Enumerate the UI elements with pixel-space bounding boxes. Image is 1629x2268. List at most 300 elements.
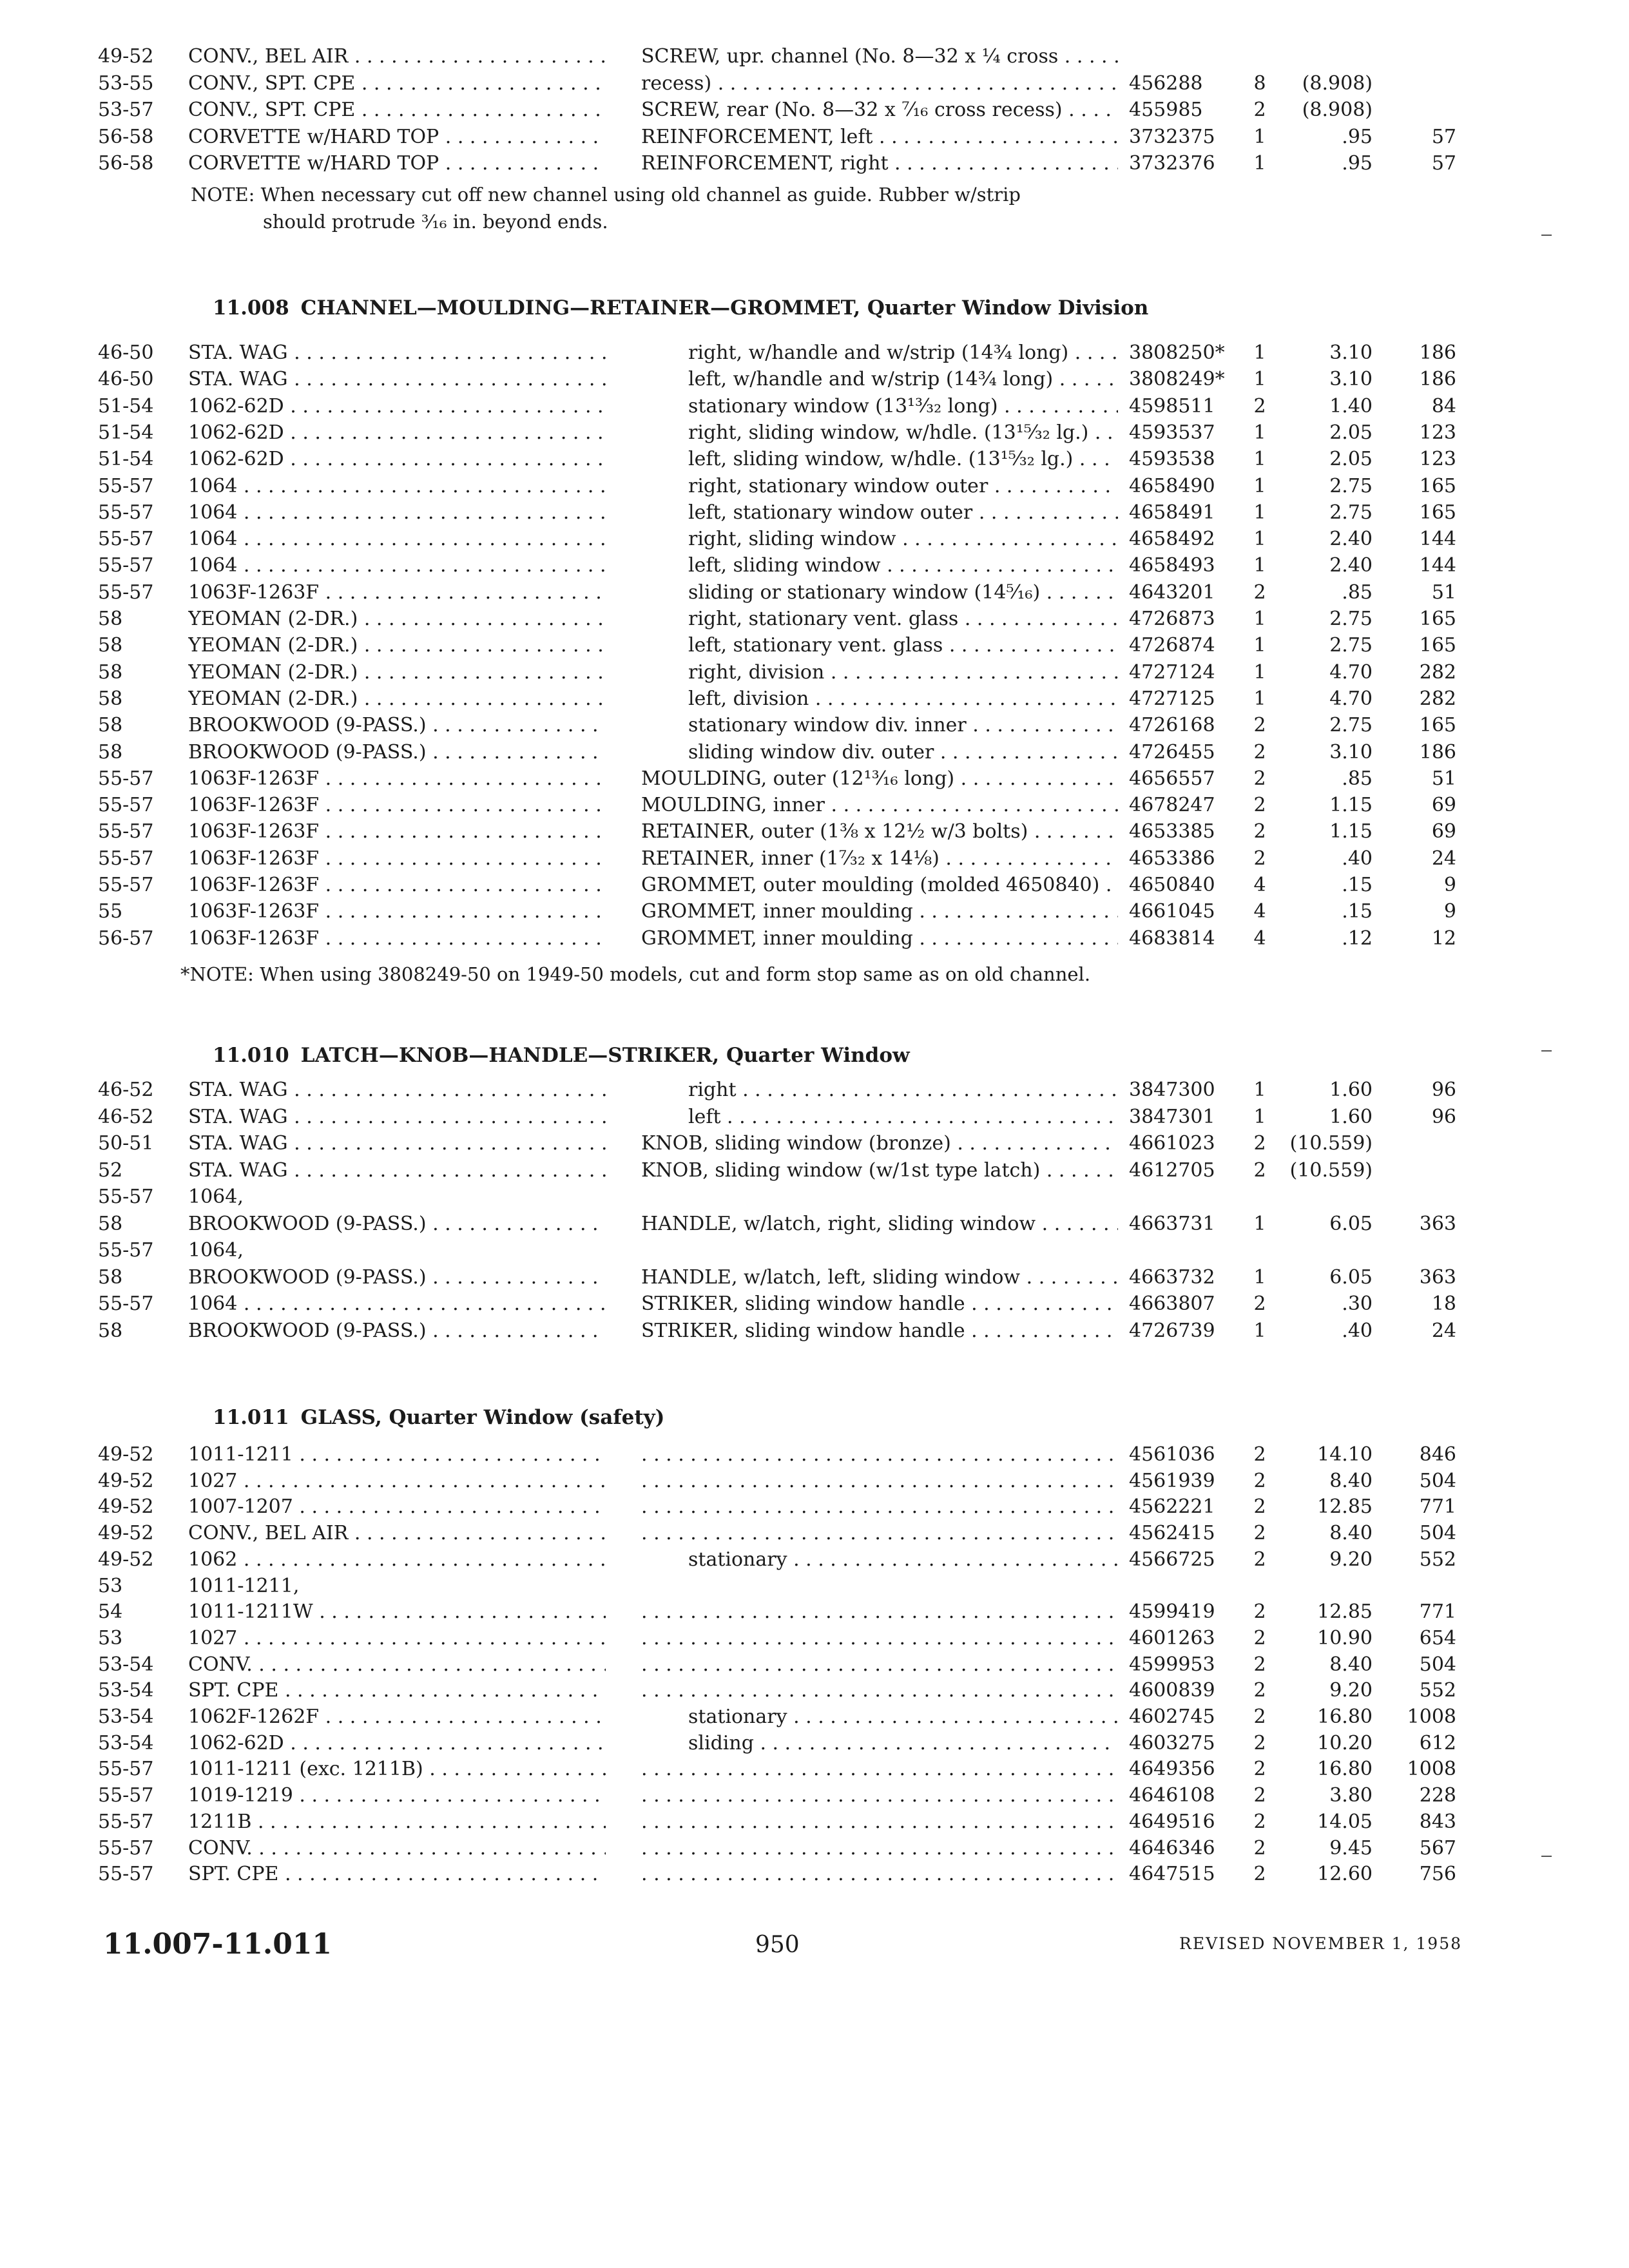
price-cell: 3.80: [1329, 1784, 1373, 1807]
year-range-cell: 52: [98, 1158, 123, 1182]
quantity-cell: 1: [1253, 1079, 1266, 1101]
description-cell: [641, 1783, 1118, 1809]
price-cell: 2.05: [1329, 448, 1373, 471]
table-row: [0, 819, 1629, 845]
table-row: [0, 926, 1629, 952]
model-cell: 1063F-1263F . . .: [188, 899, 606, 925]
model-cell: 1011-1211,: [188, 1574, 300, 1597]
table-row: [0, 71, 1629, 97]
quantity-cell: 1: [1253, 368, 1266, 391]
price-cell: .12: [1342, 927, 1373, 950]
part-number-cell: 4600839: [1129, 1679, 1215, 1702]
description-cell: HANDLE, w/latch, left, sliding window . . .: [641, 1265, 1118, 1291]
year-range-cell: 56-58: [98, 125, 154, 148]
part-number-cell: 4658490: [1129, 474, 1215, 497]
part-number-cell: 4647515: [1129, 1863, 1215, 1886]
group-cell: 165: [1419, 608, 1456, 630]
year-range-cell: 55-57: [98, 820, 154, 843]
model-cell: 1063F-1263F . . .: [188, 793, 606, 818]
model-cell: 1027 . . .: [188, 1626, 606, 1651]
model-cell: YEOMAN (2-DR.) . . .: [188, 660, 606, 686]
group-cell: 771: [1419, 1495, 1456, 1519]
quantity-cell: 2: [1253, 767, 1266, 790]
part-number-cell: 4599953: [1129, 1653, 1215, 1676]
year-range-cell: 53-54: [98, 1706, 154, 1728]
description-cell: [641, 1652, 1118, 1678]
part-number-cell: 4726873: [1129, 608, 1215, 630]
part-number-cell: 4649356: [1129, 1758, 1215, 1781]
description-cell: [641, 1442, 1118, 1468]
price-cell: 12.60: [1317, 1863, 1373, 1886]
quantity-cell: 2: [1253, 740, 1266, 764]
quantity-cell: 2: [1253, 1600, 1266, 1624]
quantity-cell: 1: [1253, 634, 1266, 657]
model-cell: YEOMAN (2-DR.) . . .: [188, 633, 606, 658]
price-cell: 2.75: [1329, 608, 1373, 630]
table-row: [0, 660, 1629, 686]
year-range-cell: 46-52: [98, 1079, 154, 1101]
footer-section-range: 11.007-11.011: [103, 1928, 333, 1961]
year-range-cell: 46-52: [98, 1105, 154, 1128]
description-cell: left, stationary vent. glass . . .: [688, 633, 1118, 658]
table-row: [0, 1836, 1629, 1861]
price-cell: 14.05: [1317, 1810, 1373, 1833]
group-cell: 282: [1419, 660, 1456, 684]
group-cell: 186: [1419, 368, 1456, 391]
table-row: [0, 872, 1629, 898]
group-cell: 654: [1419, 1626, 1456, 1649]
footer-revised-date: REVISED NOVEMBER 1, 1958: [1179, 1934, 1463, 1953]
table-row: [0, 474, 1629, 499]
quantity-cell: 1: [1253, 501, 1266, 524]
year-range-cell: 55-57: [98, 847, 154, 870]
model-cell: CONV., SPT. CPE . . .: [188, 97, 606, 123]
quantity-cell: 2: [1253, 1522, 1266, 1545]
model-cell: 1064 . . .: [188, 474, 606, 499]
year-range-cell: 53: [98, 1626, 123, 1649]
group-cell: 165: [1419, 474, 1456, 497]
model-cell: 1062F-1262F . . .: [188, 1704, 606, 1730]
group-cell: 144: [1419, 554, 1456, 577]
description-cell: sliding . . .: [688, 1731, 1118, 1756]
description-cell: [641, 1521, 1118, 1546]
table-row: [0, 1731, 1629, 1756]
table-row: [0, 500, 1629, 526]
description-cell: left . . .: [688, 1104, 1118, 1130]
price-cell: 16.80: [1317, 1706, 1373, 1728]
quantity-cell: 1: [1253, 421, 1266, 444]
group-cell: 612: [1419, 1731, 1456, 1754]
table-row: [0, 1626, 1629, 1651]
quantity-cell: 2: [1253, 1836, 1266, 1860]
year-range-cell: 55-57: [98, 767, 154, 790]
part-number-cell: 3847300: [1129, 1079, 1215, 1101]
year-range-cell: 54: [98, 1600, 123, 1624]
group-cell: 228: [1419, 1784, 1456, 1807]
part-number-cell: 3808250*: [1129, 341, 1225, 364]
quantity-cell: 2: [1253, 794, 1266, 817]
year-range-cell: 58: [98, 714, 123, 737]
model-cell: BROOKWOOD (9-PASS.) . . .: [188, 713, 606, 738]
part-number-cell: 4726874: [1129, 634, 1215, 657]
part-number-cell: 4601263: [1129, 1626, 1215, 1649]
section-note-11-008: *NOTE: When using 3808249-50 on 1949-50 models, cut and form stop same as on old channel.: [180, 963, 1091, 985]
quantity-cell: 1: [1253, 608, 1266, 630]
quantity-cell: 2: [1253, 1132, 1266, 1155]
group-cell: 57: [1431, 152, 1456, 175]
group-cell: 165: [1419, 634, 1456, 657]
year-range-cell: 49-52: [98, 45, 154, 68]
group-cell: 24: [1431, 847, 1456, 870]
margin-tick: [1541, 235, 1552, 236]
table-row: [0, 1104, 1629, 1130]
price-cell: 1.15: [1329, 794, 1373, 817]
description-cell: [641, 1861, 1118, 1887]
year-range-cell: 53-55: [98, 72, 154, 95]
group-cell: 123: [1419, 448, 1456, 471]
model-cell: 1063F-1263F . . .: [188, 766, 606, 792]
model-cell: 1064,: [188, 1239, 244, 1262]
section-heading-11-008: [213, 296, 1148, 320]
description-cell: REINFORCEMENT, left . . .: [641, 124, 1118, 150]
model-cell: 1063F-1263F . . .: [188, 819, 606, 845]
group-cell: 1008: [1407, 1758, 1456, 1781]
group-cell: 567: [1419, 1836, 1456, 1860]
model-cell: 1064,: [188, 1186, 244, 1208]
quantity-cell: 4: [1253, 874, 1266, 896]
price-cell: 12.85: [1317, 1495, 1373, 1519]
year-range-cell: 58: [98, 1265, 123, 1289]
part-number-cell: 4658492: [1129, 528, 1215, 551]
group-cell: 282: [1419, 687, 1456, 710]
year-range-cell: 58: [98, 740, 123, 764]
year-range-cell: 51-54: [98, 421, 154, 444]
group-cell: 51: [1431, 581, 1456, 604]
group-cell: 144: [1419, 528, 1456, 551]
description-cell: STRIKER, sliding window handle . . .: [641, 1318, 1118, 1344]
model-cell: 1027 . . .: [188, 1468, 606, 1494]
price-cell: 9.20: [1329, 1548, 1373, 1571]
table-row: [0, 766, 1629, 792]
price-cell: .95: [1342, 152, 1373, 175]
model-cell: 1211B . . .: [188, 1809, 606, 1835]
part-number-cell: 4727124: [1129, 660, 1215, 684]
quantity-cell: 2: [1253, 1293, 1266, 1315]
quantity-cell: 1: [1253, 125, 1266, 148]
quantity-cell: 2: [1253, 1653, 1266, 1676]
group-cell: 504: [1419, 1469, 1456, 1492]
table-row: [0, 1442, 1629, 1468]
quantity-cell: 2: [1253, 1863, 1266, 1886]
description-cell: MOULDING, outer (12¹³⁄₁₆ long) . . .: [641, 766, 1118, 792]
description-cell: [641, 1599, 1118, 1625]
year-range-cell: 46-50: [98, 368, 154, 391]
model-cell: 1064 . . .: [188, 500, 606, 526]
part-number-cell: 4562221: [1129, 1495, 1215, 1519]
year-range-cell: 55-57: [98, 581, 154, 604]
table-row: [0, 340, 1629, 366]
table-row: [0, 1265, 1629, 1291]
model-cell: 1011-1211 . . .: [188, 1442, 606, 1468]
year-range-cell: 58: [98, 608, 123, 630]
price-cell: .85: [1342, 581, 1373, 604]
price-cell: 10.90: [1317, 1626, 1373, 1649]
part-number-cell: 4726739: [1129, 1319, 1215, 1342]
part-number-cell: 3732376: [1129, 152, 1215, 175]
part-number-cell: 4643201: [1129, 581, 1215, 604]
description-cell: [641, 1626, 1118, 1651]
model-cell: BROOKWOOD (9-PASS.) . . .: [188, 1318, 606, 1344]
part-number-cell: 3732375: [1129, 125, 1215, 148]
year-range-cell: 55-57: [98, 554, 154, 577]
group-cell: 9: [1443, 900, 1456, 923]
model-cell: 1007-1207 . . .: [188, 1494, 606, 1520]
quantity-cell: 2: [1253, 1731, 1266, 1754]
model-cell: CONV. . . .: [188, 1836, 606, 1861]
year-range-cell: 55-57: [98, 1239, 154, 1262]
price-cell: 3.10: [1329, 740, 1373, 764]
year-range-cell: 58: [98, 634, 123, 657]
table-row: [0, 151, 1629, 177]
quantity-cell: 2: [1253, 1810, 1266, 1833]
description-cell: left, sliding window, w/hdle. (13¹⁵⁄₃₂ lg.) . . .: [688, 447, 1118, 472]
price-cell: 1.60: [1329, 1079, 1373, 1101]
quantity-cell: 2: [1253, 1495, 1266, 1519]
table-row: [0, 1756, 1629, 1782]
table-row: [0, 124, 1629, 150]
group-cell: 363: [1419, 1212, 1456, 1235]
year-range-cell: 55-57: [98, 1293, 154, 1315]
description-cell: sliding window div. outer . . .: [688, 740, 1118, 765]
description-cell: [641, 1836, 1118, 1861]
part-number-cell: 4653386: [1129, 847, 1215, 870]
table-row: [0, 1077, 1629, 1103]
quantity-cell: 2: [1253, 581, 1266, 604]
group-cell: 69: [1431, 820, 1456, 843]
section-title: LATCH—KNOB—HANDLE—STRIKER, Quarter Window: [300, 1044, 910, 1067]
year-range-cell: 55-57: [98, 474, 154, 497]
description-cell: left, sliding window . . .: [688, 553, 1118, 579]
group-cell: 504: [1419, 1522, 1456, 1545]
price-cell: 2.05: [1329, 421, 1373, 444]
part-number-cell: 3808249*: [1129, 368, 1225, 391]
quantity-cell: 2: [1253, 820, 1266, 843]
quantity-cell: 1: [1253, 1265, 1266, 1289]
quantity-cell: 2: [1253, 394, 1266, 418]
quantity-cell: 4: [1253, 900, 1266, 923]
group-cell: 165: [1419, 501, 1456, 524]
quantity-cell: 2: [1253, 1706, 1266, 1728]
year-range-cell: 56-58: [98, 152, 154, 175]
price-cell: 2.40: [1329, 528, 1373, 551]
quantity-cell: 1: [1253, 660, 1266, 684]
quantity-cell: 1: [1253, 528, 1266, 551]
price-cell: 14.10: [1317, 1443, 1373, 1466]
year-range-cell: 51-54: [98, 448, 154, 471]
year-range-cell: 55-57: [98, 528, 154, 551]
group-cell: 1008: [1407, 1706, 1456, 1728]
description-cell: right, sliding window, w/hdle. (13¹⁵⁄₃₂ lg.) . . .: [688, 420, 1118, 446]
table-row: [0, 447, 1629, 472]
quantity-cell: 1: [1253, 152, 1266, 175]
group-cell: 756: [1419, 1863, 1456, 1886]
model-cell: CONV., BEL AIR . . .: [188, 44, 606, 70]
description-cell: right, stationary vent. glass . . .: [688, 606, 1118, 632]
table-row: [0, 740, 1629, 765]
description-cell: STRIKER, sliding window handle . . .: [641, 1291, 1118, 1317]
part-number-cell: 4598511: [1129, 394, 1215, 418]
description-cell: HANDLE, w/latch, right, sliding window . . .: [641, 1211, 1118, 1237]
description-cell: MOULDING, inner . . .: [641, 793, 1118, 818]
model-cell: STA. WAG . . .: [188, 1077, 606, 1103]
group-cell: 57: [1431, 125, 1456, 148]
description-cell: KNOB, sliding window (w/1st type latch) . . .: [641, 1158, 1118, 1184]
part-number-cell: 4566725: [1129, 1548, 1215, 1571]
description-cell: left, stationary window outer . . .: [688, 500, 1118, 526]
model-cell: 1062-62D . . .: [188, 420, 606, 446]
part-number-cell: 4612705: [1129, 1158, 1215, 1182]
year-range-cell: 55: [98, 900, 123, 923]
model-cell: 1011-1211W . . .: [188, 1599, 606, 1625]
year-range-cell: 49-52: [98, 1469, 154, 1492]
part-number-cell: 4593538: [1129, 448, 1215, 471]
table-row: [0, 420, 1629, 446]
table-row: [0, 1678, 1629, 1704]
table-row: [0, 1521, 1629, 1546]
group-cell: 51: [1431, 767, 1456, 790]
part-number-cell: 4646108: [1129, 1784, 1215, 1807]
part-number-cell: 4602745: [1129, 1706, 1215, 1728]
part-number-cell: 3847301: [1129, 1105, 1215, 1128]
model-cell: 1062-62D . . .: [188, 1731, 606, 1756]
group-cell: 123: [1419, 421, 1456, 444]
group-cell: 12: [1431, 927, 1456, 950]
price-cell: 4.70: [1329, 687, 1373, 710]
table-row: [0, 1704, 1629, 1730]
top-note-line-1: NOTE: When necessary cut off new channel using old channel as guide. Rubber w/strip: [191, 184, 1021, 206]
margin-tick: [1541, 1050, 1552, 1052]
part-number-cell: 4663807: [1129, 1293, 1215, 1315]
part-number-cell: 4561036: [1129, 1443, 1215, 1466]
table-row: [0, 606, 1629, 632]
description-cell: left, division . . .: [688, 686, 1118, 712]
model-cell: YEOMAN (2-DR.) . . .: [188, 686, 606, 712]
description-cell: [641, 1468, 1118, 1494]
model-cell: CONV., BEL AIR . . .: [188, 1521, 606, 1546]
price-cell: 1.60: [1329, 1105, 1373, 1128]
model-cell: STA. WAG . . .: [188, 1158, 606, 1184]
part-number-cell: 4663732: [1129, 1265, 1215, 1289]
section-title: CHANNEL—MOULDING—RETAINER—GROMMET, Quarter Window Division: [300, 296, 1149, 320]
price-cell: 3.10: [1329, 341, 1373, 364]
description-cell: [641, 1809, 1118, 1835]
price-cell: 9.45: [1329, 1836, 1373, 1860]
price-cell: .30: [1342, 1293, 1373, 1315]
group-cell: 96: [1431, 1079, 1456, 1101]
margin-tick: [1541, 1856, 1552, 1857]
description-cell: [641, 1678, 1118, 1704]
part-number-cell: 4683814: [1129, 927, 1215, 950]
group-cell: 843: [1419, 1810, 1456, 1833]
description-cell: [641, 1494, 1118, 1520]
model-cell: BROOKWOOD (9-PASS.) . . .: [188, 1211, 606, 1237]
description-cell: stationary window div. inner . . .: [688, 713, 1118, 738]
quantity-cell: 1: [1253, 1319, 1266, 1342]
quantity-cell: 1: [1253, 341, 1266, 364]
table-row: [0, 1211, 1629, 1237]
quantity-cell: 2: [1253, 1158, 1266, 1182]
part-number-cell: 4656557: [1129, 767, 1215, 790]
group-cell: 84: [1431, 394, 1456, 418]
table-row: [0, 1494, 1629, 1520]
quantity-cell: 2: [1253, 1679, 1266, 1702]
model-cell: 1063F-1263F . . .: [188, 872, 606, 898]
price-cell: 8.40: [1329, 1522, 1373, 1545]
group-cell: 846: [1419, 1443, 1456, 1466]
description-cell: recess) . . .: [641, 71, 1118, 97]
model-cell: 1062-62D . . .: [188, 447, 606, 472]
group-cell: 186: [1419, 341, 1456, 364]
group-cell: 552: [1419, 1548, 1456, 1571]
quantity-cell: 2: [1253, 1626, 1266, 1649]
price-cell: .95: [1342, 125, 1373, 148]
group-cell: 186: [1419, 740, 1456, 764]
price-cell: 2.75: [1329, 501, 1373, 524]
year-range-cell: 56-57: [98, 927, 154, 950]
price-cell: .40: [1342, 1319, 1373, 1342]
price-cell: 16.80: [1317, 1758, 1373, 1781]
part-number-cell: 4658493: [1129, 554, 1215, 577]
year-range-cell: 55-57: [98, 1810, 154, 1833]
footer-page-number: 950: [755, 1932, 800, 1958]
quantity-cell: 2: [1253, 1784, 1266, 1807]
part-number-cell: 456288: [1129, 72, 1203, 95]
year-range-cell: 49-52: [98, 1548, 154, 1571]
part-number-cell: 4599419: [1129, 1600, 1215, 1624]
price-cell: 12.85: [1317, 1600, 1373, 1624]
price-cell: 3.10: [1329, 368, 1373, 391]
group-cell: 18: [1431, 1293, 1456, 1315]
group-cell: 96: [1431, 1105, 1456, 1128]
model-cell: SPT. CPE . . .: [188, 1678, 606, 1704]
part-number-cell: 4661045: [1129, 900, 1215, 923]
section-number: 11.008: [213, 296, 289, 320]
model-cell: 1063F-1263F . . .: [188, 846, 606, 872]
description-cell: right, stationary window outer . . .: [688, 474, 1118, 499]
price-cell: .15: [1342, 900, 1373, 923]
part-number-cell: 455985: [1129, 99, 1203, 121]
year-range-cell: 55-57: [98, 1784, 154, 1807]
quantity-cell: 2: [1253, 714, 1266, 737]
model-cell: CORVETTE w/HARD TOP . . .: [188, 124, 606, 150]
description-cell: right, w/handle and w/strip (14¾ long) . . .: [688, 340, 1118, 366]
model-cell: YEOMAN (2-DR.) . . .: [188, 606, 606, 632]
group-cell: 552: [1419, 1679, 1456, 1702]
table-row: [0, 97, 1629, 123]
quantity-cell: 1: [1253, 448, 1266, 471]
quantity-cell: 2: [1253, 847, 1266, 870]
table-row: [0, 1599, 1629, 1625]
section-heading-11-010: [213, 1044, 910, 1067]
model-cell: STA. WAG . . .: [188, 367, 606, 392]
description-cell: sliding or stationary window (14⁵⁄₁₆) . . .: [688, 580, 1118, 606]
description-cell: REINFORCEMENT, right . . .: [641, 151, 1118, 177]
table-row: [0, 1158, 1629, 1184]
quantity-cell: 2: [1253, 1443, 1266, 1466]
group-cell: 69: [1431, 794, 1456, 817]
description-cell: GROMMET, inner moulding . . .: [641, 899, 1118, 925]
price-cell: .15: [1342, 874, 1373, 896]
